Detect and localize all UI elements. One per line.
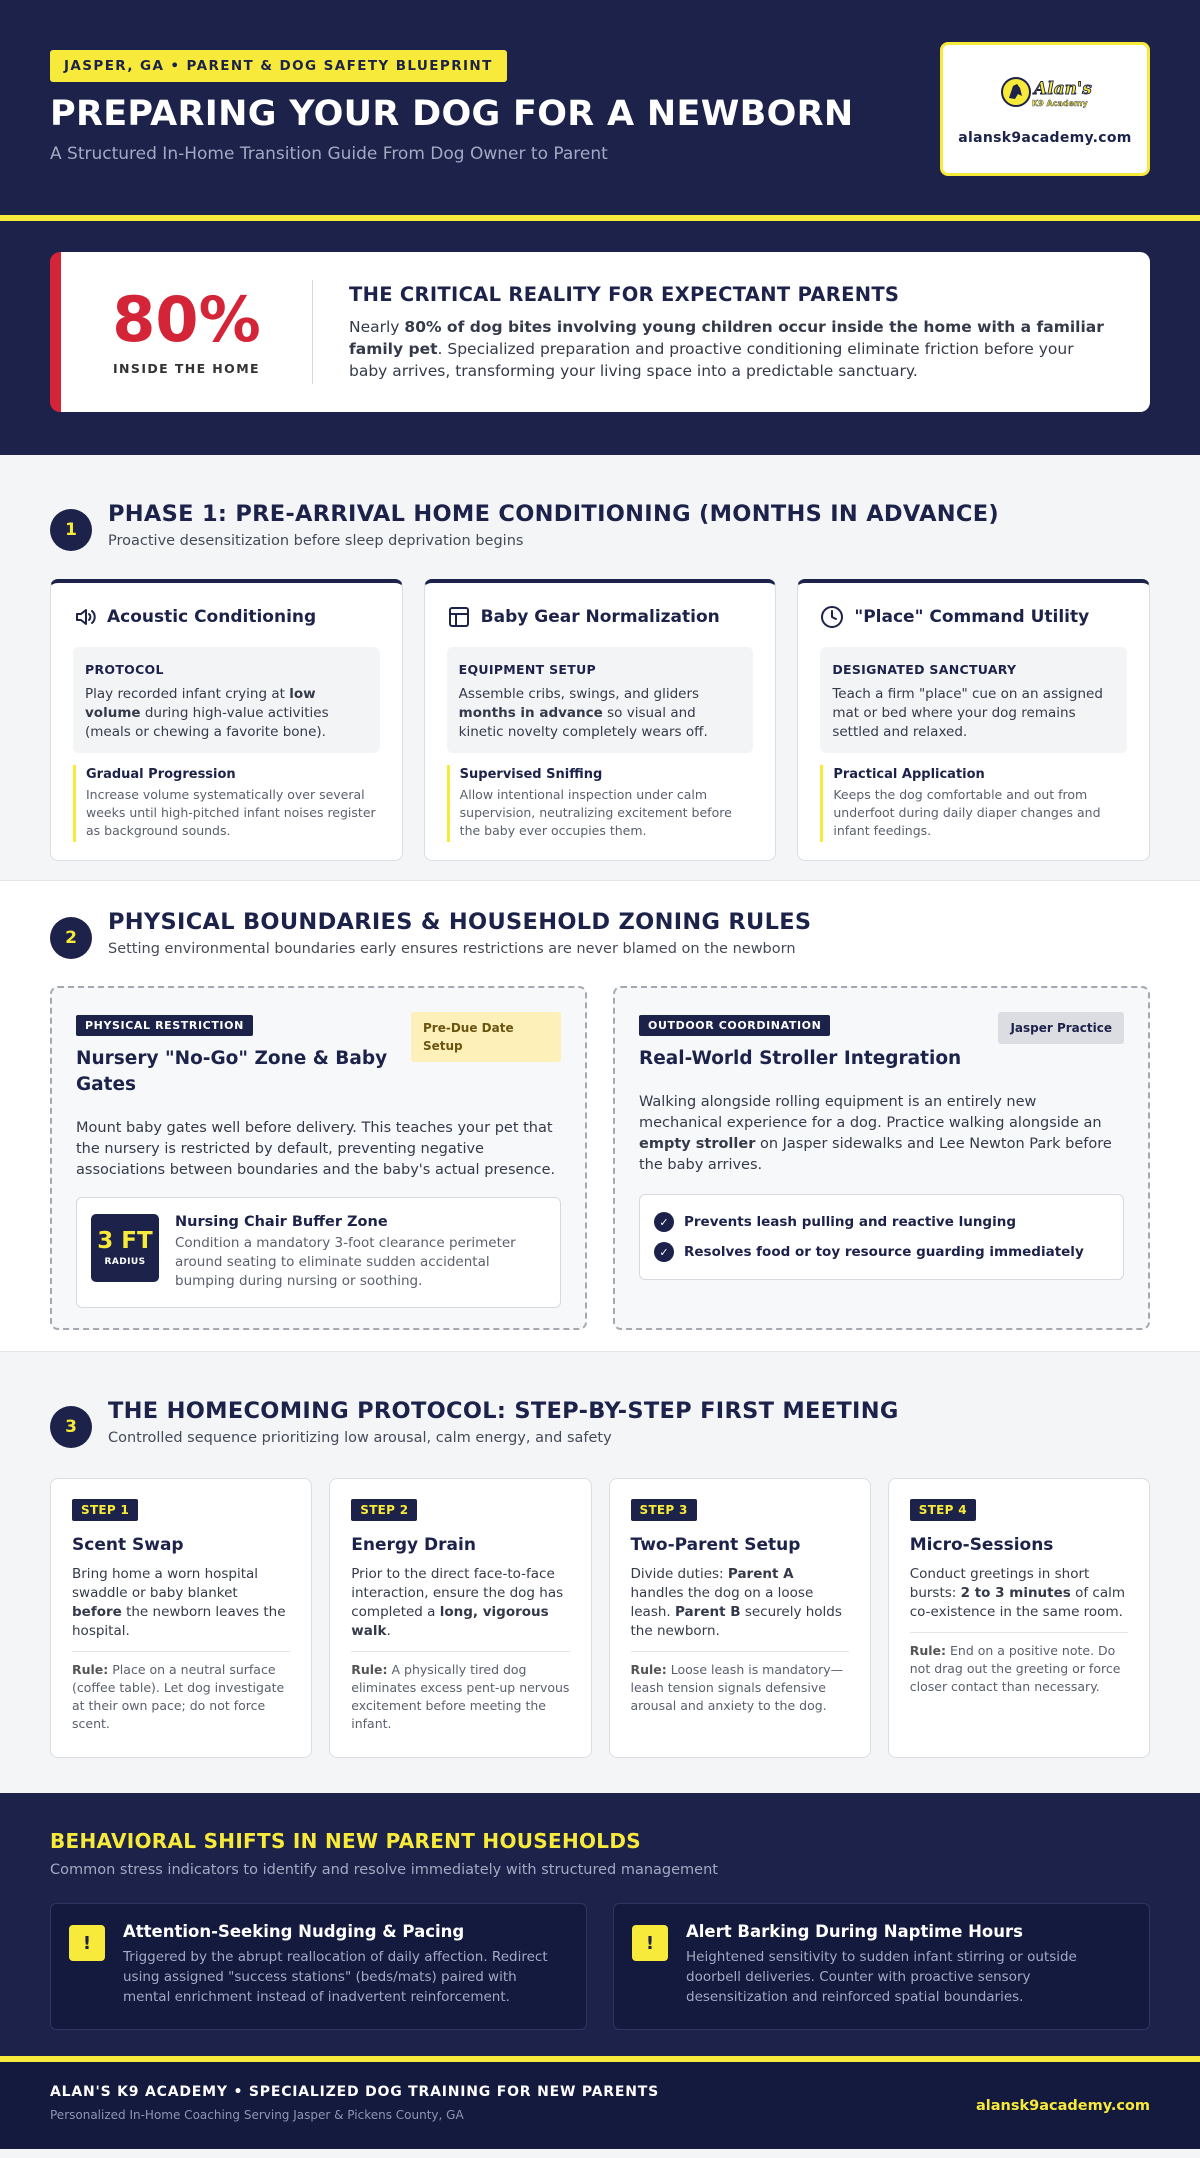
phase2-number: 2	[50, 917, 92, 959]
behavioral-section	[0, 1793, 1200, 2056]
phase2-subtitle: Setting environmental boundaries early ensures restrictions are never blamed on the newborn	[108, 941, 796, 957]
step-card-4: STEP 4 Micro-Sessions Conduct greetings in short bursts: 2 to 3 minutes of calm co-existence in the same room. Rule: End on a positive note. Do not drag out the greeting or force closer contact than necessary.	[888, 1478, 1150, 1758]
radius-badge: 3 FT RADIUS	[91, 1214, 159, 1282]
alans-k9-logo-icon	[998, 72, 1092, 112]
list-item: ✓ Resolves food or toy resource guarding immediately	[654, 1237, 1109, 1267]
outdoor-coordination-tag: OUTDOOR COORDINATION	[639, 1015, 830, 1036]
phase1-number: 1	[50, 509, 92, 551]
phase2-title: PHYSICAL BOUNDARIES & HOUSEHOLD ZONING RULES	[108, 909, 812, 935]
card-stroller-integration	[613, 986, 1150, 1330]
header	[0, 0, 1200, 215]
svg-text:K9 Academy: K9 Academy	[1032, 99, 1088, 108]
page-subtitle: A Structured In-Home Transition Guide From Dog Owner to Parent	[50, 144, 608, 164]
footer	[0, 2056, 1200, 2149]
warning-icon: !	[69, 1925, 105, 1961]
reality-text: Nearly 80% of dog bites involving young children occur inside the home with a familiar family pet. Specialized preparation and proactive conditioning eliminate friction before your baby arrives, transforming your living space into a predictable sanctuary.	[349, 317, 1104, 380]
phase3-section	[0, 1351, 1200, 1793]
stat-block	[61, 280, 313, 384]
step-card-3: STEP 3 Two-Parent Setup Divide duties: Parent A handles the dog on a loose leash. Parent B securely holds the newborn. Rule: Loose leash is mandatory—leash tension signals defensive arousal and anxiety to the dog.	[609, 1478, 871, 1758]
stat-label: INSIDE THE HOME	[113, 360, 260, 376]
clock-icon	[820, 605, 844, 629]
reality-card	[50, 252, 1150, 412]
nursery-title: Nursery "No-Go" Zone & Baby Gates	[76, 1048, 388, 1095]
benefit-checklist	[639, 1194, 1124, 1280]
buffer-zone-box: 3 FT RADIUS Nursing Chair Buffer Zone Condition a mandatory 3-foot clearance perimeter around seating to eliminate sudden accidental bumping during nursing or soothing.	[76, 1197, 561, 1308]
warning-icon: !	[632, 1925, 668, 1961]
reality-title: THE CRITICAL REALITY FOR EXPECTANT PARENTS	[349, 282, 900, 306]
jasper-practice-tag: Jasper Practice	[998, 1012, 1124, 1044]
card-place-command: "Place" Command Utility DESIGNATED SANCTUARY Teach a firm "place" cue on an assigned mat or bed where your dog remains settled and relaxed. Practical Application Keeps the dog comfortable and out from underfoot during daily diaper changes and infant feedings.	[797, 579, 1150, 861]
card-nursery-zone	[50, 986, 587, 1330]
stroller-body: Walking alongside rolling equipment is an entirely new mechanical experience for a dog. Practice walking alongside an empty stroller on Jasper sidewalks and Lee Newton Park before the baby arrives.	[639, 1094, 1112, 1173]
pre-due-date-tag: Pre-Due Date Setup	[411, 1012, 561, 1062]
reality-section	[0, 221, 1200, 455]
check-icon: ✓	[654, 1212, 674, 1232]
stroller-title: Real-World Stroller Integration	[639, 1048, 962, 1069]
layout-icon	[447, 605, 471, 629]
phase1-subtitle: Proactive desensitization before sleep deprivation begins	[108, 533, 524, 549]
footer-url-link[interactable]: alansk9academy.com	[975, 2098, 1150, 2114]
speaker-icon	[73, 605, 97, 629]
behavior-card-nudging: ! Attention-Seeking Nudging & Pacing Triggered by the abrupt reallocation of daily affection. Redirect using assigned "success stations" (beds/mats) paired with mental enrichment instead of inadvertent reinforcement.	[50, 1903, 587, 2030]
stat-value: 80%	[112, 282, 261, 356]
phase1-title: PHASE 1: PRE-ARRIVAL HOME CONDITIONING (MONTHS IN ADVANCE)	[108, 501, 999, 527]
card-baby-gear: Baby Gear Normalization EQUIPMENT SETUP Assemble cribs, swings, and gliders months in advance so visual and kinetic novelty completely wears off. Supervised Sniffing Allow intentional inspection under calm supervision, neutralizing excitement before the baby ever occupies them.	[424, 579, 777, 861]
check-icon: ✓	[654, 1242, 674, 1262]
phase3-number: 3	[50, 1406, 92, 1448]
logo-box[interactable]	[940, 42, 1150, 176]
footer-brand: ALAN'S K9 ACADEMY • SPECIALIZED DOG TRAINING FOR NEW PARENTS	[50, 2084, 659, 2100]
phase1-section	[0, 455, 1200, 880]
page-title: PREPARING YOUR DOG FOR A NEWBORN	[50, 94, 854, 134]
footer-tagline: Personalized In-Home Coaching Serving Jasper & Pickens County, GA	[50, 2108, 464, 2122]
phase2-section	[0, 880, 1200, 1351]
step-card-2: STEP 2 Energy Drain Prior to the direct face-to-face interaction, ensure the dog has completed a long, vigorous walk. Rule: A physically tired dog eliminates excess pent-up nervous excitement before meeting the infant.	[329, 1478, 591, 1758]
behavioral-subtitle: Common stress indicators to identify and resolve immediately with structured management	[50, 1862, 718, 1878]
card-acoustic-conditioning: Acoustic Conditioning PROTOCOL Play recorded infant crying at low volume during high-value activities (meals or chewing a favorite bone). Gradual Progression Increase volume systematically over several weeks until high-pitched infant noises register as background sounds.	[50, 579, 403, 861]
behavior-card-barking: ! Alert Barking During Naptime Hours Heightened sensitivity to sudden infant stirring or outside doorbell deliveries. Counter with proactive sensory desensitization and reinforced spatial boundaries.	[613, 1903, 1150, 2030]
behavioral-title: BEHAVIORAL SHIFTS IN NEW PARENT HOUSEHOLDS	[50, 1829, 641, 1853]
phase3-title: THE HOMECOMING PROTOCOL: STEP-BY-STEP FIRST MEETING	[108, 1398, 899, 1424]
step-card-1: STEP 1 Scent Swap Bring home a worn hospital swaddle or baby blanket before the newborn leaves the hospital. Rule: Place on a neutral surface (coffee table). Let dog investigate at their own pace; do not force scent.	[50, 1478, 312, 1758]
nursery-body: Mount baby gates well before delivery. This teaches your pet that the nursery is restricted by default, preventing negative associations between boundaries and the baby's actual presence.	[76, 1120, 556, 1178]
location-badge: JASPER, GA • PARENT & DOG SAFETY BLUEPRINT	[50, 50, 507, 82]
phase3-subtitle: Controlled sequence prioritizing low arousal, calm energy, and safety	[108, 1430, 612, 1446]
logo-url[interactable]: alansk9academy.com	[958, 130, 1132, 146]
list-item: ✓ Prevents leash pulling and reactive lunging	[654, 1207, 1109, 1237]
physical-restriction-tag: PHYSICAL RESTRICTION	[76, 1015, 253, 1036]
svg-text:Alan's: Alan's	[1034, 79, 1092, 99]
